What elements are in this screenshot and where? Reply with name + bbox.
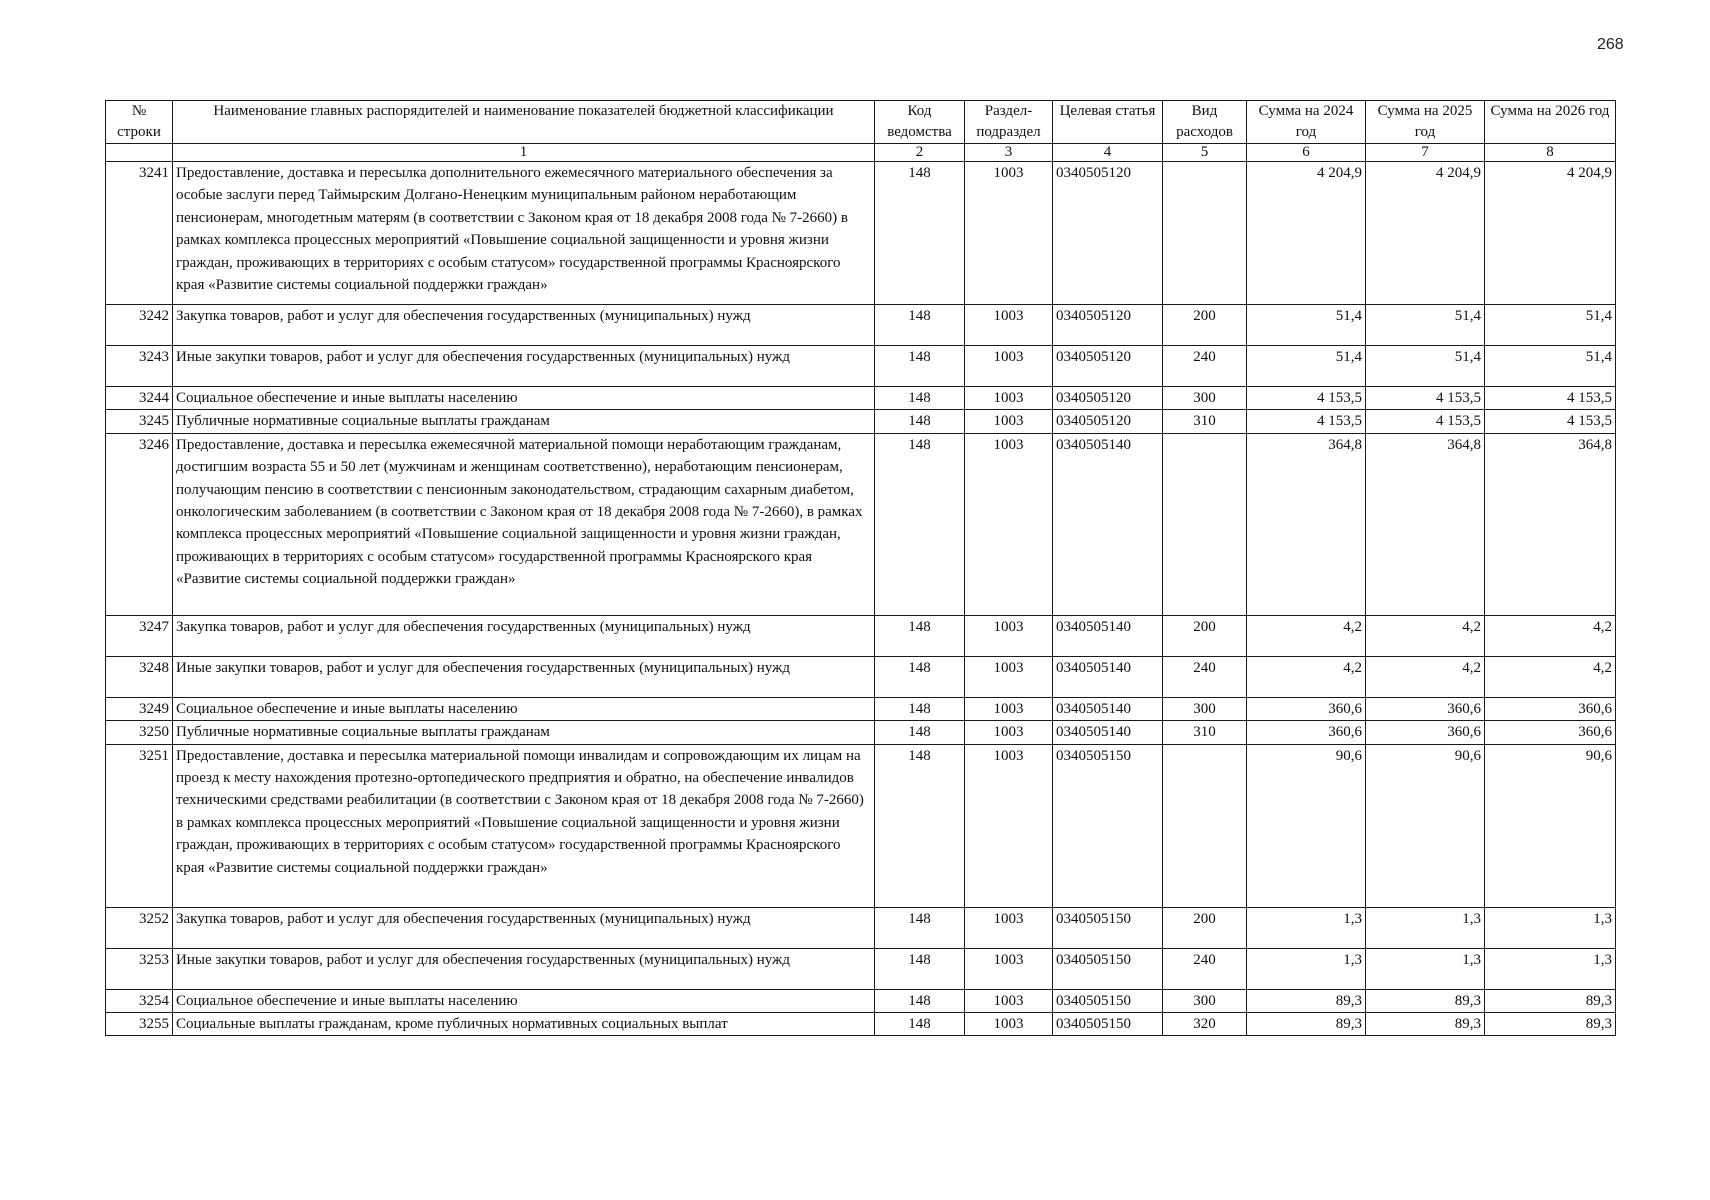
dept-code: 148 xyxy=(875,615,965,656)
column-number-blank xyxy=(106,144,173,162)
sum-2026: 4 204,9 xyxy=(1485,162,1616,305)
section-code: 1003 xyxy=(965,656,1053,697)
sum-2024: 89,3 xyxy=(1247,989,1366,1012)
dept-code: 148 xyxy=(875,656,965,697)
expense-type: 200 xyxy=(1163,305,1247,346)
row-name: Предоставление, доставка и пересылка дополнительного ежемесячного материального обеспечения за особые заслуги перед Таймырским Долгано-Ненецким муниципальным районом неработающим пенсионерам, многодетным матерям (в соответствии с Законом края от 18 декабря 2008 года № 7-2660) в рамках комплекса процессных мероприятий «Повышение социальной защищенности и уровня жизни граждан, проживающих в территориях с особым статусом» государственной программы Красноярского края «Развитие системы социальной поддержки граждан» xyxy=(173,162,875,305)
dept-code: 148 xyxy=(875,305,965,346)
section-code: 1003 xyxy=(965,697,1053,720)
target-article: 0340505120 xyxy=(1053,162,1163,305)
column-number: 1 xyxy=(173,144,875,162)
sum-2024: 1,3 xyxy=(1247,907,1366,948)
sum-2026: 4,2 xyxy=(1485,615,1616,656)
header-sum-2026: Сумма на 2026 год xyxy=(1485,101,1616,144)
sum-2024: 360,6 xyxy=(1247,721,1366,744)
row-number: 3243 xyxy=(106,346,173,387)
sum-2024: 360,6 xyxy=(1247,697,1366,720)
row-name: Социальное обеспечение и иные выплаты населению xyxy=(173,989,875,1012)
target-article: 0340505140 xyxy=(1053,433,1163,615)
row-name: Закупка товаров, работ и услуг для обеспечения государственных (муниципальных) нужд xyxy=(173,615,875,656)
target-article: 0340505140 xyxy=(1053,615,1163,656)
sum-2024: 4,2 xyxy=(1247,656,1366,697)
table-row xyxy=(106,433,1616,615)
column-number: 5 xyxy=(1163,144,1247,162)
row-number: 3246 xyxy=(106,433,173,615)
target-article: 0340505140 xyxy=(1053,656,1163,697)
dept-code: 148 xyxy=(875,721,965,744)
sum-2025: 4 204,9 xyxy=(1366,162,1485,305)
section-code: 1003 xyxy=(965,387,1053,410)
expense-type: 300 xyxy=(1163,697,1247,720)
row-name: Социальное обеспечение и иные выплаты населению xyxy=(173,697,875,720)
header-target-article: Целевая статья xyxy=(1053,101,1163,144)
column-number: 7 xyxy=(1366,144,1485,162)
sum-2025: 1,3 xyxy=(1366,948,1485,989)
sum-2024: 4 204,9 xyxy=(1247,162,1366,305)
target-article: 0340505120 xyxy=(1053,410,1163,433)
target-article: 0340505140 xyxy=(1053,697,1163,720)
table-row xyxy=(106,656,1616,697)
sum-2025: 4,2 xyxy=(1366,656,1485,697)
expense-type: 320 xyxy=(1163,1013,1247,1036)
row-number: 3252 xyxy=(106,907,173,948)
expense-type: 200 xyxy=(1163,907,1247,948)
section-code: 1003 xyxy=(965,989,1053,1012)
sum-2026: 1,3 xyxy=(1485,948,1616,989)
table-row xyxy=(106,305,1616,346)
expense-type: 200 xyxy=(1163,615,1247,656)
header-sum-2024: Сумма на 2024 год xyxy=(1247,101,1366,144)
sum-2026: 90,6 xyxy=(1485,744,1616,907)
target-article: 0340505140 xyxy=(1053,721,1163,744)
dept-code: 148 xyxy=(875,1013,965,1036)
table-row xyxy=(106,387,1616,410)
header-dept-code: Код ведомства xyxy=(875,101,965,144)
sum-2025: 364,8 xyxy=(1366,433,1485,615)
dept-code: 148 xyxy=(875,907,965,948)
row-number: 3254 xyxy=(106,989,173,1012)
sum-2026: 1,3 xyxy=(1485,907,1616,948)
target-article: 0340505150 xyxy=(1053,744,1163,907)
header-expense-type: Вид расходов xyxy=(1163,101,1247,144)
row-number: 3250 xyxy=(106,721,173,744)
sum-2025: 4 153,5 xyxy=(1366,387,1485,410)
dept-code: 148 xyxy=(875,433,965,615)
section-code: 1003 xyxy=(965,948,1053,989)
table-row xyxy=(106,162,1616,305)
sum-2024: 51,4 xyxy=(1247,305,1366,346)
dept-code: 148 xyxy=(875,346,965,387)
row-number: 3245 xyxy=(106,410,173,433)
sum-2026: 4 153,5 xyxy=(1485,387,1616,410)
row-number: 3241 xyxy=(106,162,173,305)
row-number: 3244 xyxy=(106,387,173,410)
sum-2026: 51,4 xyxy=(1485,346,1616,387)
row-name: Социальные выплаты гражданам, кроме публичных нормативных социальных выплат xyxy=(173,1013,875,1036)
table-row xyxy=(106,989,1616,1012)
table-row xyxy=(106,1013,1616,1036)
row-name: Иные закупки товаров, работ и услуг для обеспечения государственных (муниципальных) нужд xyxy=(173,346,875,387)
sum-2024: 4 153,5 xyxy=(1247,410,1366,433)
expense-type xyxy=(1163,433,1247,615)
sum-2026: 364,8 xyxy=(1485,433,1616,615)
dept-code: 148 xyxy=(875,697,965,720)
sum-2024: 51,4 xyxy=(1247,346,1366,387)
section-code: 1003 xyxy=(965,305,1053,346)
sum-2025: 4 153,5 xyxy=(1366,410,1485,433)
row-number: 3242 xyxy=(106,305,173,346)
row-number: 3251 xyxy=(106,744,173,907)
section-code: 1003 xyxy=(965,907,1053,948)
table-row xyxy=(106,907,1616,948)
table-row xyxy=(106,697,1616,720)
section-code: 1003 xyxy=(965,162,1053,305)
sum-2024: 4 153,5 xyxy=(1247,387,1366,410)
expense-type: 310 xyxy=(1163,721,1247,744)
section-code: 1003 xyxy=(965,615,1053,656)
table-row xyxy=(106,615,1616,656)
page-number: 268 xyxy=(1597,36,1624,53)
row-number: 3255 xyxy=(106,1013,173,1036)
column-number: 6 xyxy=(1247,144,1366,162)
sum-2025: 89,3 xyxy=(1366,989,1485,1012)
table-row xyxy=(106,721,1616,744)
dept-code: 148 xyxy=(875,410,965,433)
sum-2024: 89,3 xyxy=(1247,1013,1366,1036)
sum-2026: 4,2 xyxy=(1485,656,1616,697)
budget-table xyxy=(105,100,1616,1036)
row-number: 3248 xyxy=(106,656,173,697)
dept-code: 148 xyxy=(875,162,965,305)
header-name: Наименование главных распорядителей и наименование показателей бюджетной классификации xyxy=(173,101,875,144)
dept-code: 148 xyxy=(875,948,965,989)
expense-type: 300 xyxy=(1163,387,1247,410)
section-code: 1003 xyxy=(965,346,1053,387)
column-numbers-row xyxy=(106,144,1616,162)
header-sum-2025: Сумма на 2025 год xyxy=(1366,101,1485,144)
target-article: 0340505150 xyxy=(1053,907,1163,948)
header-row-no: № строки xyxy=(106,101,173,144)
sum-2025: 4,2 xyxy=(1366,615,1485,656)
table-body xyxy=(106,162,1616,1036)
table-row xyxy=(106,744,1616,907)
sum-2026: 360,6 xyxy=(1485,697,1616,720)
row-name: Закупка товаров, работ и услуг для обеспечения государственных (муниципальных) нужд xyxy=(173,907,875,948)
row-name: Предоставление, доставка и пересылка материальной помощи инвалидам и сопровождающим их лицам на проезд к месту нахождения протезно-ортопедического предприятия и обратно, на обеспечение инвалидов техническими средствами реабилитации (в соответствии с Законом края от 18 декабря 2008 года № 7-2660) в рамках комплекса процессных мероприятий «Повышение социальной защищенности и уровня жизни граждан, проживающих в территориях с особым статусом» государственной программы Красноярского края «Развитие системы социальной поддержки граждан» xyxy=(173,744,875,907)
expense-type: 310 xyxy=(1163,410,1247,433)
dept-code: 148 xyxy=(875,387,965,410)
target-article: 0340505150 xyxy=(1053,989,1163,1012)
column-number: 2 xyxy=(875,144,965,162)
row-name: Публичные нормативные социальные выплаты гражданам xyxy=(173,721,875,744)
column-number: 8 xyxy=(1485,144,1616,162)
sum-2025: 360,6 xyxy=(1366,697,1485,720)
row-number: 3249 xyxy=(106,697,173,720)
sum-2025: 51,4 xyxy=(1366,305,1485,346)
section-code: 1003 xyxy=(965,1013,1053,1036)
target-article: 0340505150 xyxy=(1053,1013,1163,1036)
sum-2024: 1,3 xyxy=(1247,948,1366,989)
dept-code: 148 xyxy=(875,744,965,907)
expense-type: 240 xyxy=(1163,948,1247,989)
expense-type: 300 xyxy=(1163,989,1247,1012)
sum-2025: 51,4 xyxy=(1366,346,1485,387)
expense-type xyxy=(1163,162,1247,305)
sum-2025: 90,6 xyxy=(1366,744,1485,907)
table-row xyxy=(106,410,1616,433)
column-number: 3 xyxy=(965,144,1053,162)
row-number: 3247 xyxy=(106,615,173,656)
sum-2024: 90,6 xyxy=(1247,744,1366,907)
expense-type: 240 xyxy=(1163,656,1247,697)
header-section: Раздел-подраздел xyxy=(965,101,1053,144)
sum-2025: 360,6 xyxy=(1366,721,1485,744)
sum-2025: 89,3 xyxy=(1366,1013,1485,1036)
dept-code: 148 xyxy=(875,989,965,1012)
table-row xyxy=(106,346,1616,387)
section-code: 1003 xyxy=(965,433,1053,615)
column-number: 4 xyxy=(1053,144,1163,162)
sum-2024: 364,8 xyxy=(1247,433,1366,615)
section-code: 1003 xyxy=(965,744,1053,907)
expense-type xyxy=(1163,744,1247,907)
sum-2024: 4,2 xyxy=(1247,615,1366,656)
sum-2026: 89,3 xyxy=(1485,989,1616,1012)
target-article: 0340505150 xyxy=(1053,948,1163,989)
table-row xyxy=(106,948,1616,989)
target-article: 0340505120 xyxy=(1053,387,1163,410)
row-name: Иные закупки товаров, работ и услуг для обеспечения государственных (муниципальных) нужд xyxy=(173,948,875,989)
sum-2026: 51,4 xyxy=(1485,305,1616,346)
section-code: 1003 xyxy=(965,721,1053,744)
table-header-row xyxy=(106,101,1616,144)
row-name: Социальное обеспечение и иные выплаты населению xyxy=(173,387,875,410)
row-name: Предоставление, доставка и пересылка ежемесячной материальной помощи неработающим гражданам, достигшим возраста 55 и 50 лет (мужчинам и женщинам соответственно), неработающим пенсионерам, получающим пенсию в соответствии с пенсионным законодательством, страдающим сахарным диабетом, онкологическим заболеванием (в соответствии с Законом края от 18 декабря 2008 года № 7-2660), в рамках комплекса процессных мероприятий «Повышение социальной защищенности и уровня жизни граждан, проживающих в территориях с особым статусом» государственной программы Красноярского края «Развитие системы социальной поддержки граждан» xyxy=(173,433,875,615)
sum-2025: 1,3 xyxy=(1366,907,1485,948)
row-name: Закупка товаров, работ и услуг для обеспечения государственных (муниципальных) нужд xyxy=(173,305,875,346)
row-name: Публичные нормативные социальные выплаты гражданам xyxy=(173,410,875,433)
row-name: Иные закупки товаров, работ и услуг для обеспечения государственных (муниципальных) нужд xyxy=(173,656,875,697)
sum-2026: 89,3 xyxy=(1485,1013,1616,1036)
target-article: 0340505120 xyxy=(1053,305,1163,346)
sum-2026: 4 153,5 xyxy=(1485,410,1616,433)
section-code: 1003 xyxy=(965,410,1053,433)
expense-type: 240 xyxy=(1163,346,1247,387)
target-article: 0340505120 xyxy=(1053,346,1163,387)
row-number: 3253 xyxy=(106,948,173,989)
sum-2026: 360,6 xyxy=(1485,721,1616,744)
